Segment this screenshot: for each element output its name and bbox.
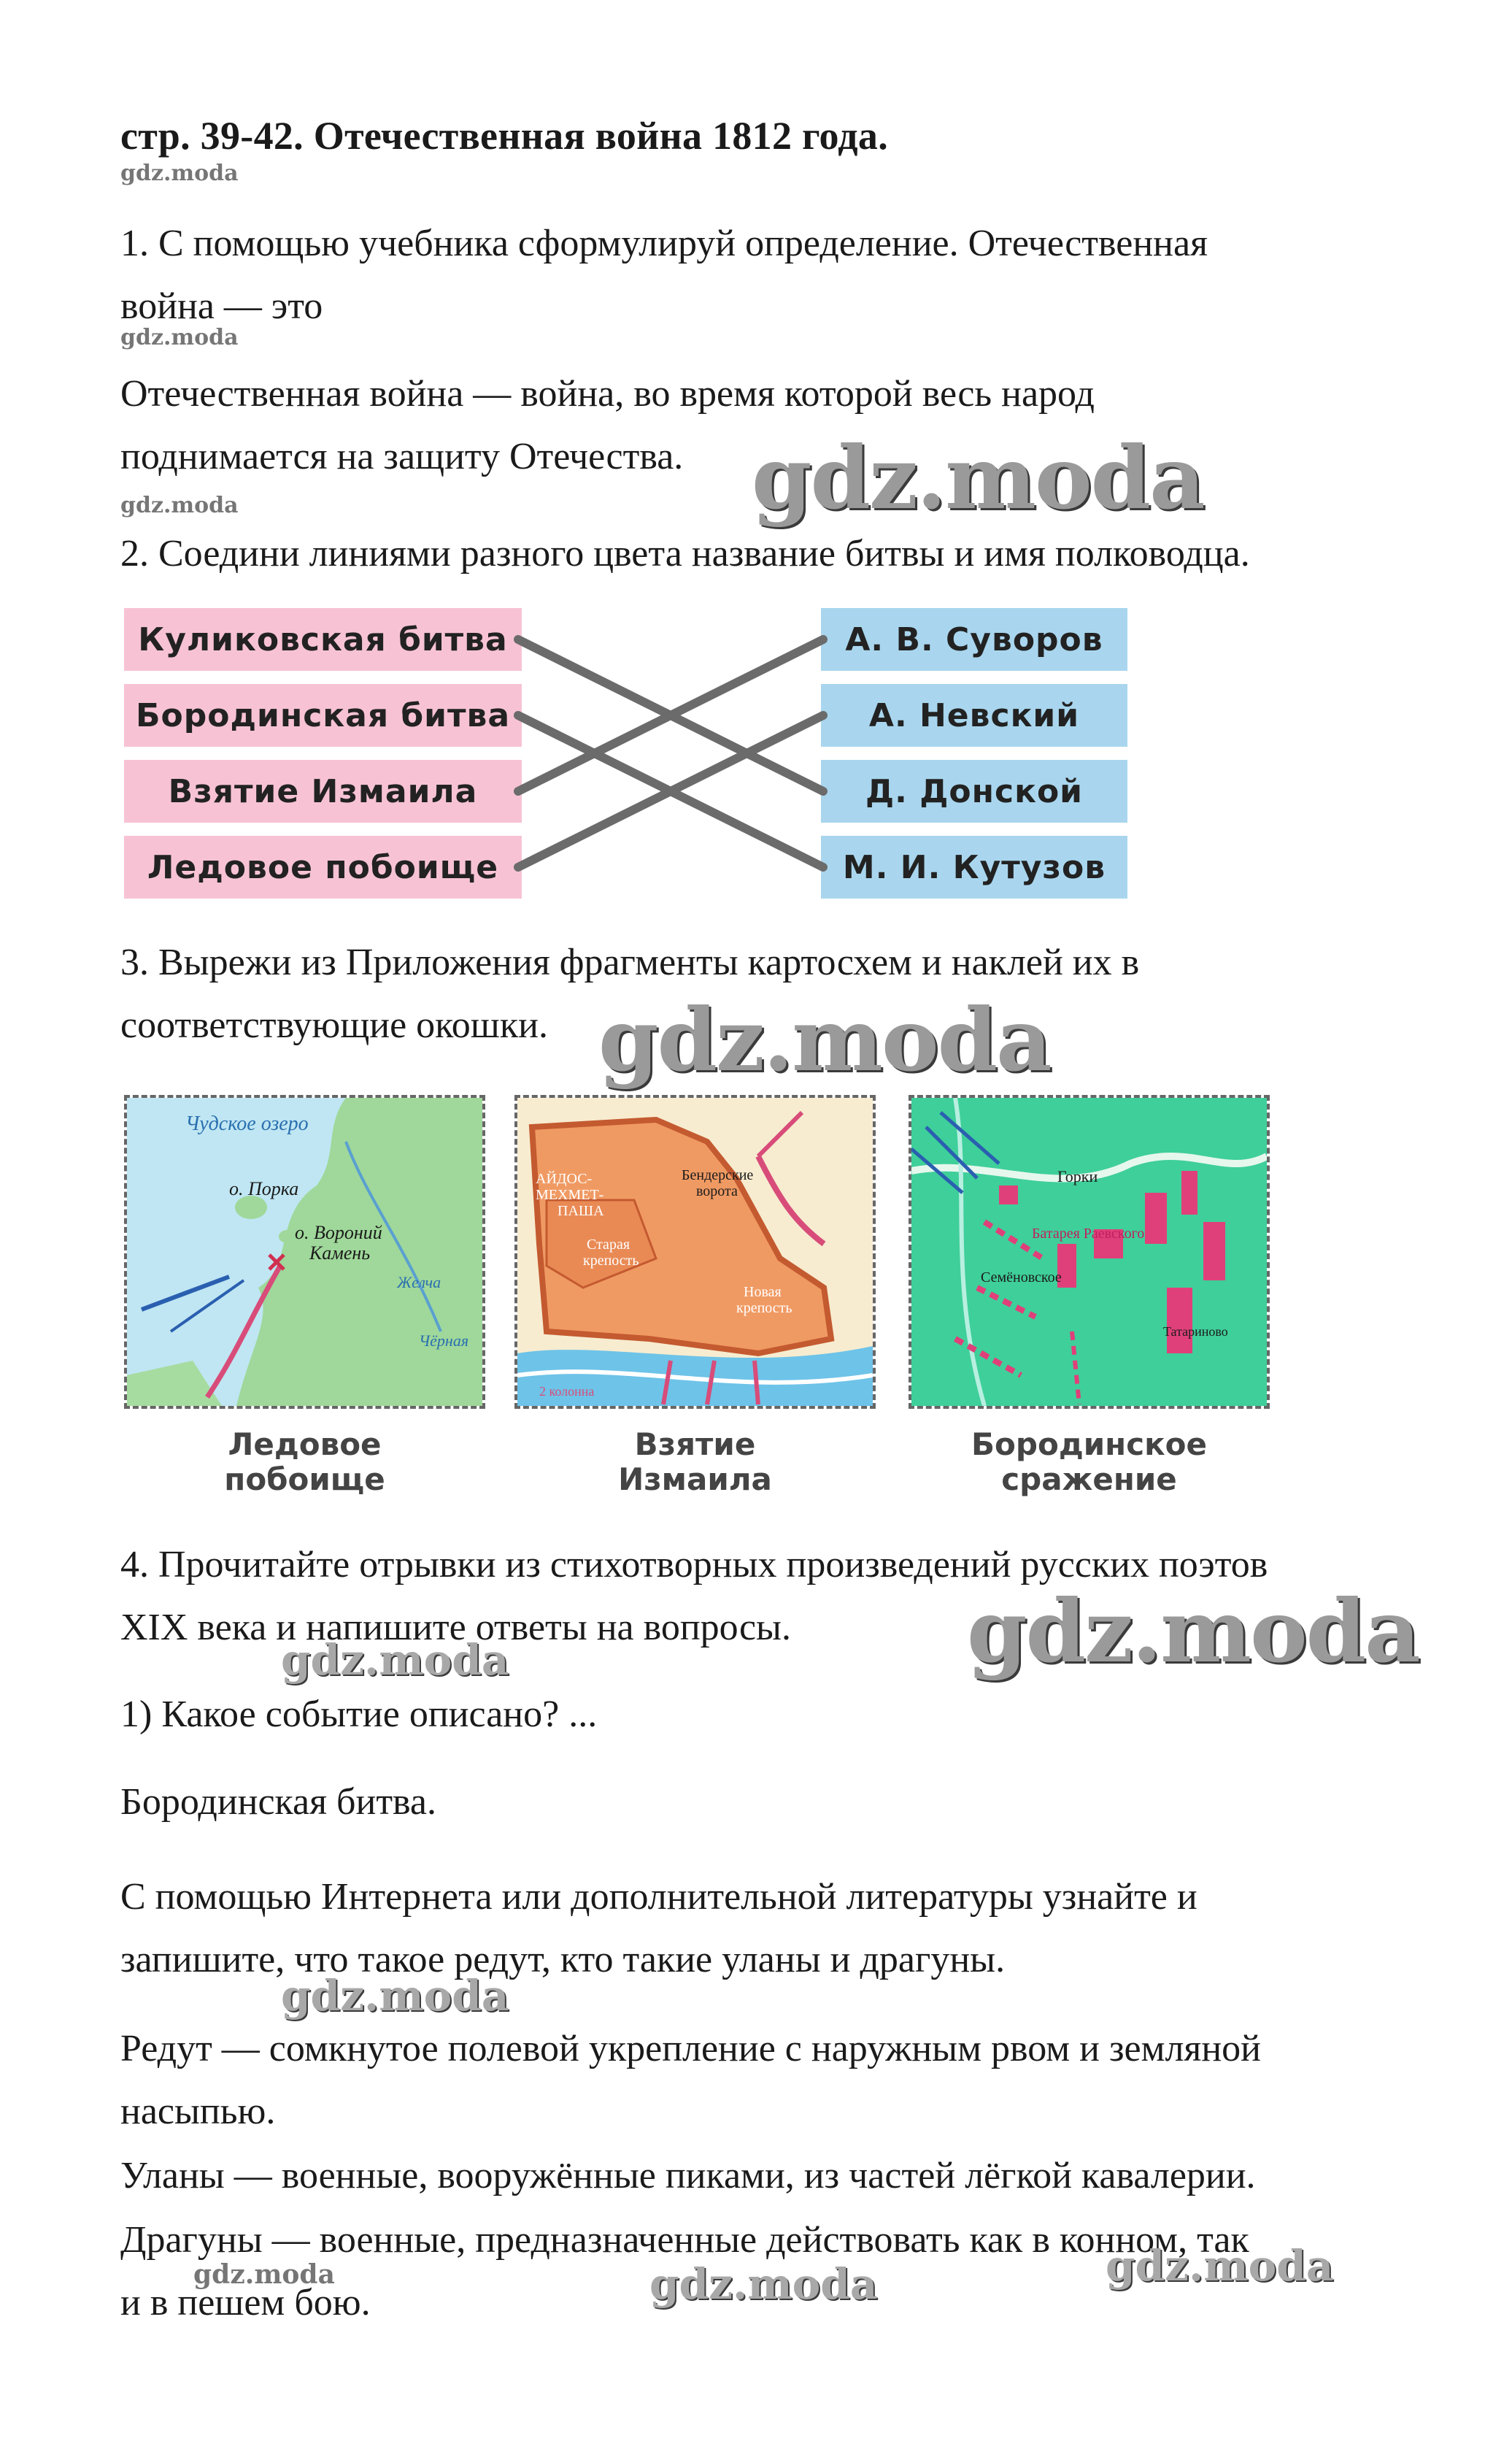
map-label: крепость — [583, 1253, 639, 1269]
map-label: Татариново — [1163, 1324, 1228, 1339]
redut-line2: насыпью. — [120, 2091, 276, 2132]
map-ice-battle-drawing — [127, 1098, 482, 1406]
map-label: Бендерские — [682, 1167, 754, 1183]
battle-box: Бородинская битва — [124, 684, 522, 747]
task4-research-line1: С помощью Интернета или дополнительной литературы узнайте и — [120, 1876, 1197, 1918]
map-label: о. Вороний — [295, 1222, 382, 1243]
leader-box: М. И. Кутузов — [821, 836, 1127, 899]
watermark-large: gdz.moda — [752, 427, 1204, 528]
map-caption: Взятие Измаила — [618, 1426, 772, 1497]
watermark-medium: gdz.moda — [281, 1971, 509, 2021]
map-borodino-drawing — [911, 1098, 1267, 1406]
map-label: Семёновское — [981, 1269, 1062, 1285]
map-ice-battle — [124, 1095, 485, 1409]
map-label: о. Порка — [229, 1178, 299, 1199]
map-borodino — [909, 1095, 1270, 1409]
map-label: Чудское озеро — [185, 1112, 309, 1135]
leader-box: Д. Донской — [821, 760, 1127, 823]
leader-box: А. Невский — [821, 684, 1127, 747]
map-label: Камень — [309, 1242, 371, 1264]
redut-line1: Редут — сомкнутое полевой укрепление с наружным рвом и земляной — [120, 2028, 1261, 2069]
map-label: Горки — [1057, 1167, 1098, 1185]
watermark-large: gdz.moda — [967, 1580, 1419, 1682]
task3-question-line1: 3. Вырежи из Приложения фрагменты картосхем и наклей их в — [120, 942, 1140, 983]
watermark-medium: gdz.moda — [649, 2259, 878, 2309]
watermark-small: gdz.moda — [193, 2259, 335, 2290]
map-label: Старая — [587, 1237, 630, 1253]
map-label: ворота — [696, 1183, 738, 1199]
task1-answer-line1: Отечественная война — война, во время которой весь народ — [120, 373, 1095, 415]
map-label: Чёрная — [419, 1331, 469, 1350]
task1-question-line1: 1. С помощью учебника сформулируй определение. Отечественная — [120, 223, 1208, 264]
map-label: Новая — [744, 1284, 782, 1300]
page-title: стр. 39-42. Отечественная война 1812 года. — [120, 114, 889, 158]
watermark-medium: gdz.moda — [1106, 2241, 1334, 2291]
battle-box: Куликовская битва — [124, 608, 522, 671]
map-izmail-drawing — [517, 1098, 873, 1406]
map-caption: Бородинское сражение — [971, 1426, 1207, 1497]
watermark-small: gdz.moda — [120, 161, 239, 186]
map-label: Батарея Раевского — [1032, 1226, 1145, 1242]
leader-box: А. В. Суворов — [821, 608, 1127, 671]
draguny-line1: Драгуны — военные, предназначенные действовать как в конном, так — [120, 2219, 1249, 2261]
watermark-medium: gdz.moda — [281, 1635, 509, 1685]
draguny-line2: и в пешем бою. — [120, 2282, 371, 2323]
battle-box: Ледовое побоище — [124, 836, 522, 899]
map-caption: Ледовое побоище — [224, 1426, 385, 1497]
map-label: ПАША — [558, 1203, 604, 1219]
watermark-small: gdz.moda — [120, 325, 239, 350]
task1-question-line2: война — это — [120, 285, 323, 327]
watermark-small: gdz.moda — [120, 493, 239, 518]
battle-box: Взятие Измаила — [124, 760, 522, 823]
map-label: МЕХМЕТ- — [536, 1187, 604, 1203]
map-label: крепость — [736, 1300, 792, 1316]
task4-question-line1: 4. Прочитайте отрывки из стихотворных произведений русских поэтов — [120, 1544, 1268, 1585]
map-label: АЙДОС- — [536, 1171, 593, 1187]
task2-question: 2. Соедини линиями разного цвета название битвы и имя полководца. — [120, 533, 1250, 574]
watermark-large: gdz.moda — [598, 989, 1051, 1091]
task4-q1: 1) Какое событие описано? ... — [120, 1694, 598, 1735]
task1-answer-line2: поднимается на защиту Отечества. — [120, 436, 684, 477]
ulany-definition: Уланы — военные, вооружённые пиками, из частей лёгкой кавалерии. — [120, 2155, 1256, 2196]
map-label: Желча — [397, 1273, 441, 1291]
task4-research-line2: запишите, что такое редут, кто такие уланы и драгуны. — [120, 1939, 1006, 1980]
task4-a1: Бородинская битва. — [120, 1781, 436, 1823]
map-label: 2 колонна — [539, 1384, 595, 1399]
map-izmail — [514, 1095, 876, 1409]
task3-question-line2: соответствующие окошки. — [120, 1004, 548, 1046]
connection-lines — [511, 613, 832, 905]
task4-question-line2: XIX века и напишите ответы на вопросы. — [120, 1607, 791, 1648]
